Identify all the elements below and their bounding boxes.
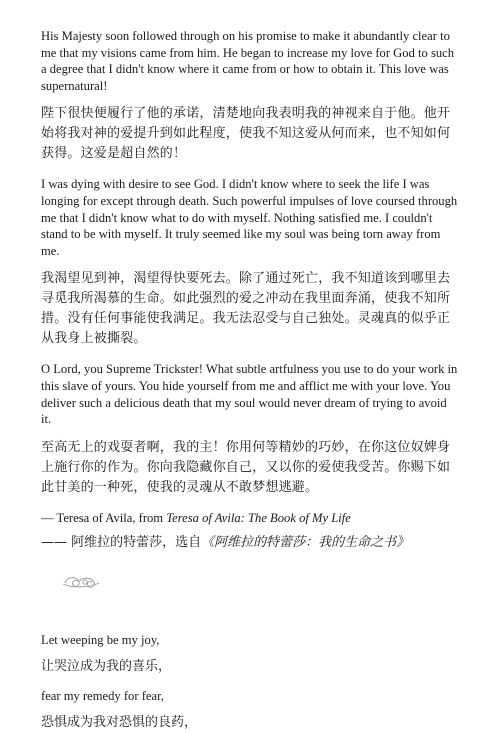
- attribution-english: [41, 510, 459, 526]
- attribution-chinese-title: 《阿维拉的特蕾莎：我的生命之书》: [201, 534, 410, 550]
- poem-line-1-chinese: 让哭泣成为我的喜乐，: [41, 658, 172, 674]
- paragraph-2-chinese: 我渴望见到神，渴望得快要死去。除了通过死亡，我不知道该到哪里去寻觅我所渴慕的生命。如此强烈的爱之冲动在我里面奔涌，使我不知所措。没有任何事能使我满足。我无法忍受与自己独处。灵魂真的似乎正从我身上被撕裂。: [41, 271, 451, 347]
- poem-line-2-english: fear my remedy for fear,: [41, 688, 164, 703]
- attribution-english-title: Teresa of Avila: The Book of My Life: [166, 510, 351, 525]
- poem-line-2-chinese: 恐惧成为我对恐惧的良药，: [41, 714, 198, 730]
- attribution-english-prefix: — Teresa of Avila, from: [41, 510, 167, 525]
- paragraph-2-english: I was dying with desire to see God. I didn't know where to seek the life I was longing for except through death. Such powerful impulses of love coursed through me that I didn't know what to do with myself. Nothing satisfied me. I couldn't stand to be with myself. It truly seemed like my soul was being torn away from me.: [41, 177, 458, 258]
- paragraph-1-chinese: 陛下很快便履行了他的承诺，清楚地向我表明我的神视来自于他。他开始将我对神的爱提升到如此程度，使我不知这爱从何而来，也不知如何获得。这爱是超自然的！: [41, 106, 451, 162]
- paragraph-3-english: O Lord, you Supreme Trickster! What subtle artfulness you use to do your work in this slave of yours. You hide yourself from me and afflict me with your love. You deliver such a delicious death that my soul would never dream of trying to avoid it.: [41, 362, 458, 427]
- paragraph-1-english: His Majesty soon followed through on his promise to make it abundantly clear to me that my visions came from him. He began to increase my love for God to such a degree that I didn't know where it came from or how to obtain it. This love was supernatural!: [41, 29, 455, 93]
- attribution-chinese: [41, 534, 459, 552]
- attribution-chinese-prefix: —— 阿维拉的特蕾莎，选自: [41, 534, 202, 550]
- flourish-ornament-icon: [61, 570, 101, 594]
- paragraph-3-chinese: 至高无上的戏耍者啊，我的主！你用何等精妙的巧妙，在你这位奴婢身上施行你的作为。你向我隐藏你自己，又以你的爱使我受苦。你赐下如此甘美的一种死，使我的灵魂从不敢梦想逃避。: [41, 439, 451, 495]
- poem-line-1-english: Let weeping be my joy,: [41, 632, 160, 647]
